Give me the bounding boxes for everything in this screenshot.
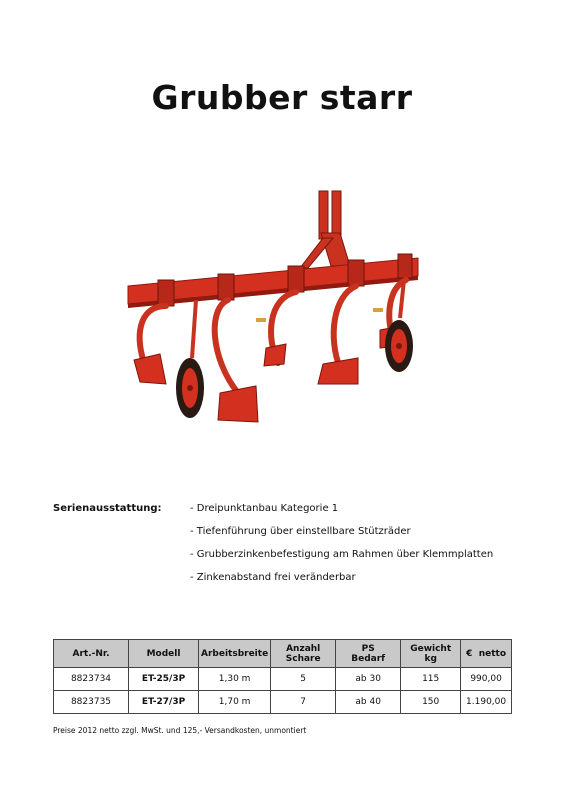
cell-arbeitsbreite: 1,30 m xyxy=(199,668,271,691)
cell-arbeitsbreite: 1,70 m xyxy=(199,691,271,714)
cell-artnr: 8823735 xyxy=(54,691,129,714)
cell-ps: ab 30 xyxy=(336,668,401,691)
spec-item: - Zinkenabstand frei veränderbar xyxy=(190,572,356,583)
header-anzahl-schare: Anzahl Schare xyxy=(271,640,336,668)
spec-label: Serienausstattung: xyxy=(53,503,162,514)
spec-item: - Dreipunktanbau Kategorie 1 xyxy=(190,503,339,514)
cultivator-image xyxy=(118,188,428,433)
cell-preis: 1.190,00 xyxy=(461,691,512,714)
header-preis: € netto xyxy=(461,640,512,668)
cell-gewicht: 150 xyxy=(401,691,461,714)
header-gewicht: Gewicht kg xyxy=(401,640,461,668)
header-arbeitsbreite: Arbeitsbreite xyxy=(199,640,271,668)
table-row xyxy=(54,668,512,691)
spec-item: - Tiefenführung über einstellbare Stützräder xyxy=(190,526,411,537)
table-row xyxy=(54,691,512,714)
cell-anzahl: 7 xyxy=(271,691,336,714)
header-ps-bedarf: PS Bedarf xyxy=(336,640,401,668)
footnote: Preise 2012 netto zzgl. MwSt. und 125,- Versandkosten, unmontiert xyxy=(53,726,307,735)
table-header-row xyxy=(54,640,512,668)
cell-anzahl: 5 xyxy=(271,668,336,691)
cell-modell: ET-27/3P xyxy=(129,691,199,714)
page-title: Grubber starr xyxy=(151,78,413,117)
cell-modell: ET-25/3P xyxy=(129,668,199,691)
cell-gewicht: 115 xyxy=(401,668,461,691)
header-modell: Modell xyxy=(129,640,199,668)
cell-ps: ab 40 xyxy=(336,691,401,714)
cell-artnr: 8823734 xyxy=(54,668,129,691)
cell-preis: 990,00 xyxy=(461,668,512,691)
price-table xyxy=(53,639,512,714)
header-artnr: Art.-Nr. xyxy=(54,640,129,668)
spec-item: - Grubberzinkenbefestigung am Rahmen über Klemmplatten xyxy=(190,549,494,560)
